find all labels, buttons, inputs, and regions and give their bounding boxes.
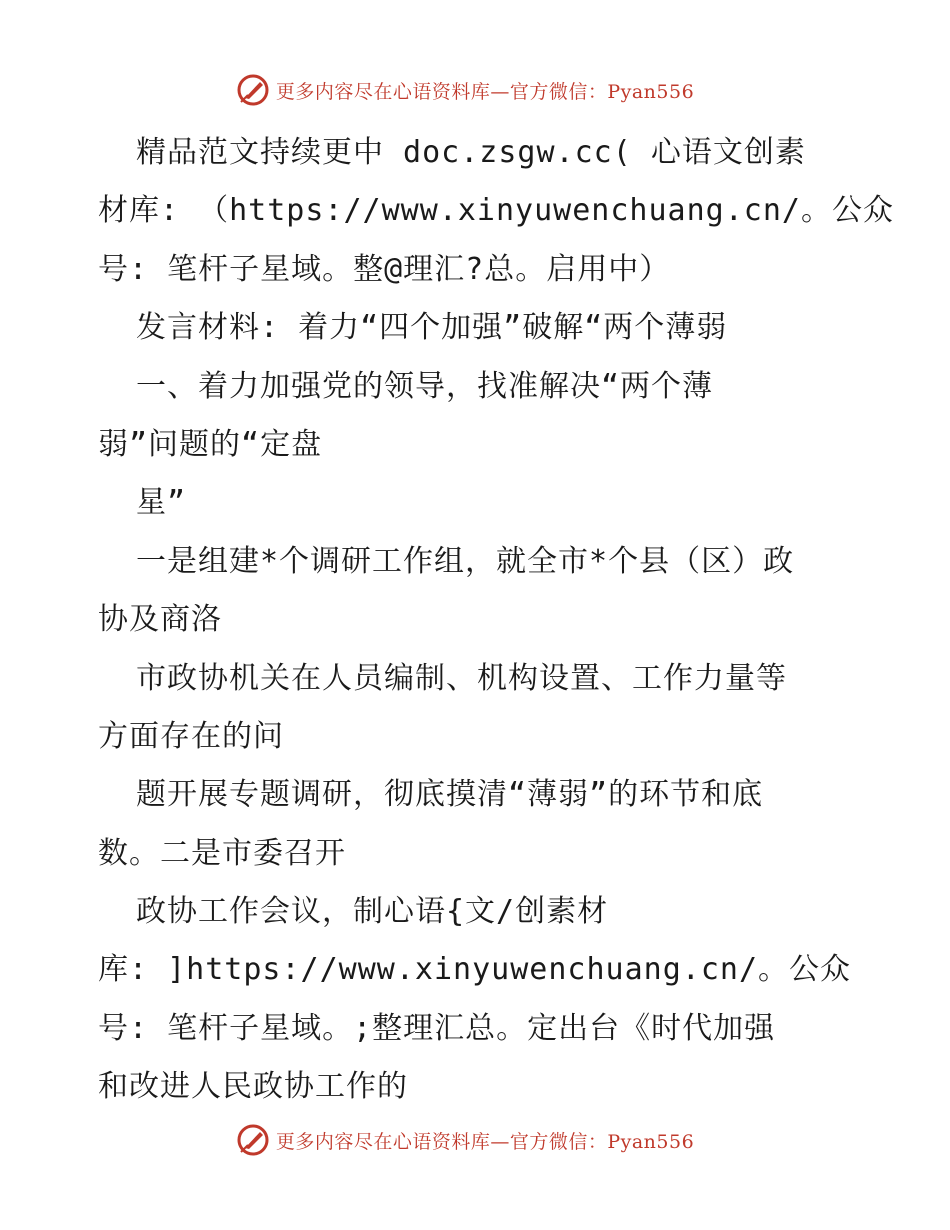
text-line: 号: 笔杆子星域。整@理汇?总。启用中） (98, 251, 671, 287)
header-watermark (0, 70, 950, 110)
text-line: 弱”问题的“定盘 (98, 426, 323, 462)
feather-pen-circle-icon (236, 1123, 270, 1157)
feather-pen-circle-icon (236, 73, 270, 107)
text-line: 协及商洛 (98, 602, 222, 638)
text-line: 一是组建*个调研工作组，就全市*个县（区）政 (136, 543, 795, 579)
watermark-text: 更多内容尽在心语资料库—官方微信：Pyan556 (275, 80, 695, 103)
text-line: 号: 笔杆子星域。;整理汇总。定出台《时代加强 (98, 1010, 776, 1046)
text-line: 一、着力加强党的领导，找准解决“两个薄 (136, 368, 714, 404)
text-line: 方面存在的问 (98, 718, 284, 754)
text-line: 数。二是市委召开 (98, 835, 346, 871)
text-line: 材库: （https://www.xinyuwenchuang.cn/。公众 (98, 193, 894, 229)
text-line: 题开展专题调研，彻底摸清“薄弱”的环节和底 (136, 777, 764, 813)
document-body (98, 124, 894, 1117)
text-line: 星” (136, 485, 187, 521)
text-line: 库: ]https://www.xinyuwenchuang.cn/。公众 (98, 952, 852, 988)
footer-watermark (0, 1120, 950, 1160)
text-line: 政协工作会议，制心语{文/创素材 (136, 894, 609, 930)
watermark-text: 更多内容尽在心语资料库—官方微信：Pyan556 (275, 1130, 695, 1153)
text-line: 和改进人民政协工作的 (98, 1069, 408, 1105)
text-line: 发言材料: 着力“四个加强”破解“两个薄弱 (136, 310, 728, 346)
text-line: 精品范文持续更中 doc.zsgw.cc( 心语文创素 (136, 135, 806, 170)
text-line: 市政协机关在人员编制、机构设置、工作力量等 (136, 660, 787, 696)
